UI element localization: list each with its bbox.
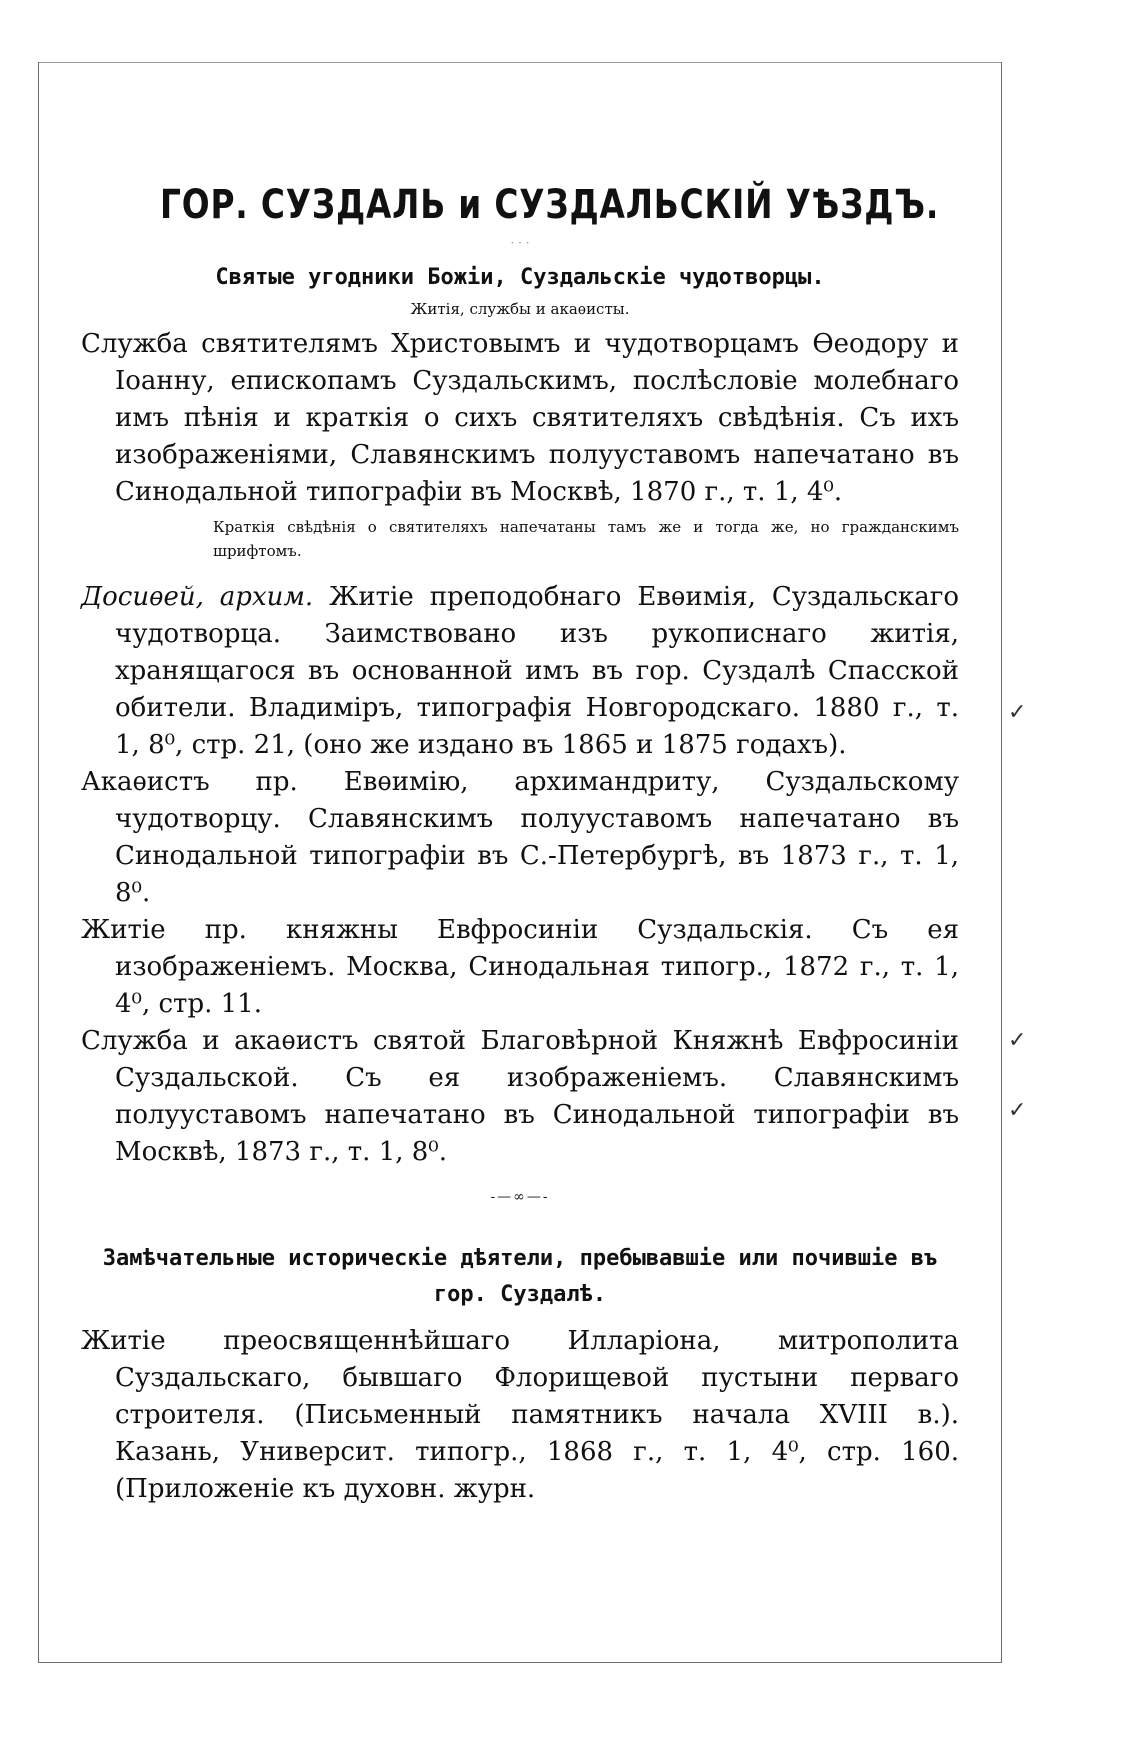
- figures-heading: Замѣчательные историческіе дѣятели, пребывавшіе или почившіе въ гор. Суздалѣ.: [102, 1246, 938, 1307]
- title-ornament: · · ·: [510, 236, 530, 250]
- margin-check-icon: ✓: [1008, 1098, 1027, 1123]
- bibliography-entry: [81, 1323, 959, 1508]
- section-separator: -—∞—-: [490, 1189, 550, 1205]
- entry-text: Житіе пр. княжны Евфросиніи Суздальскія. Съ ея изображеніемъ. Москва, Синодальная типогр., 1872 г., т. 1, 4⁰, стр. 11.: [81, 915, 959, 1019]
- entry-note: Краткія свѣдѣнія о святителяхъ напечатаны тамъ же и тогда же, но гражданскимъ шрифтомъ.: [213, 518, 959, 560]
- margin-check-icon: ✓: [1008, 1028, 1027, 1053]
- entry-text: Житіе преосвященнѣйшаго Илларіона, митрополита Суздальскаго, бывшаго Флорищевой пустыни перваго строителя. (Письменный памятникъ начала XVIII в.). Казань, Университ. типогр., 1868 г., т. 1, 4⁰, стр. 160. (Приложеніе къ духовн. журн.: [81, 1326, 959, 1504]
- page-frame: [38, 62, 1002, 1663]
- bibliography-entry: [81, 912, 959, 1023]
- entry-text: Житіе преподобнаго Евѳимія, Суздальскаго чудотворца. Заимствовано изъ рукописнаго житія, хранящагося въ основанной имъ въ гор. Суздалѣ Спасской обители. Владиміръ, типографія Новгородскаго. 1880 г., т. 1, 8⁰, стр. 21, (оно же издано въ 1865 и 1875 годахъ).: [115, 582, 959, 760]
- bibliography-entry: [81, 1023, 959, 1171]
- page-content: [81, 122, 959, 1508]
- saints-heading: Святые угодники Божіи, Суздальскіе чудотворцы.: [215, 265, 825, 290]
- entry-text: Служба святителямъ Христовымъ и чудотворцамъ Ѳеодору и Іоанну, епископамъ Суздальскимъ, послѣсловіе молебнаго имъ пѣнія и краткія о сихъ святителяхъ свѣдѣнія. Съ ихъ изображеніями, Славянскимъ полууставомъ напечатано въ Синодальной типографіи въ Москвѣ, 1870 г., т. 1, 4⁰.: [81, 329, 959, 507]
- bibliography-entry: [81, 579, 959, 764]
- saints-subheading: Житія, службы и акаѳисты.: [410, 300, 630, 318]
- margin-check-icon: ✓: [1008, 700, 1027, 725]
- bibliography-entry: [81, 326, 959, 511]
- entry-text: Акаѳистъ пр. Евѳимію, архимандриту, Суздальскому чудотворцу. Славянскимъ полууставомъ напечатано въ Синодальной типографіи въ С.-Петербургѣ, въ 1873 г., т. 1, 8⁰.: [81, 767, 959, 908]
- page-title: ГОР. СУЗДАЛЬ и СУЗДАЛЬСКІЙ УѢЗДЪ.: [160, 182, 940, 228]
- entry-text: Служба и акаѳистъ святой Благовѣрной Княжнѣ Евфросиніи Суздальской. Съ ея изображеніемъ. Славянскимъ полууставомъ напечатано въ Синодальной типографіи въ Москвѣ, 1873 г., т. 1, 8⁰.: [81, 1026, 959, 1167]
- entry-author: Досиѳей, архим.: [81, 582, 314, 612]
- bibliography-entry: [81, 764, 959, 912]
